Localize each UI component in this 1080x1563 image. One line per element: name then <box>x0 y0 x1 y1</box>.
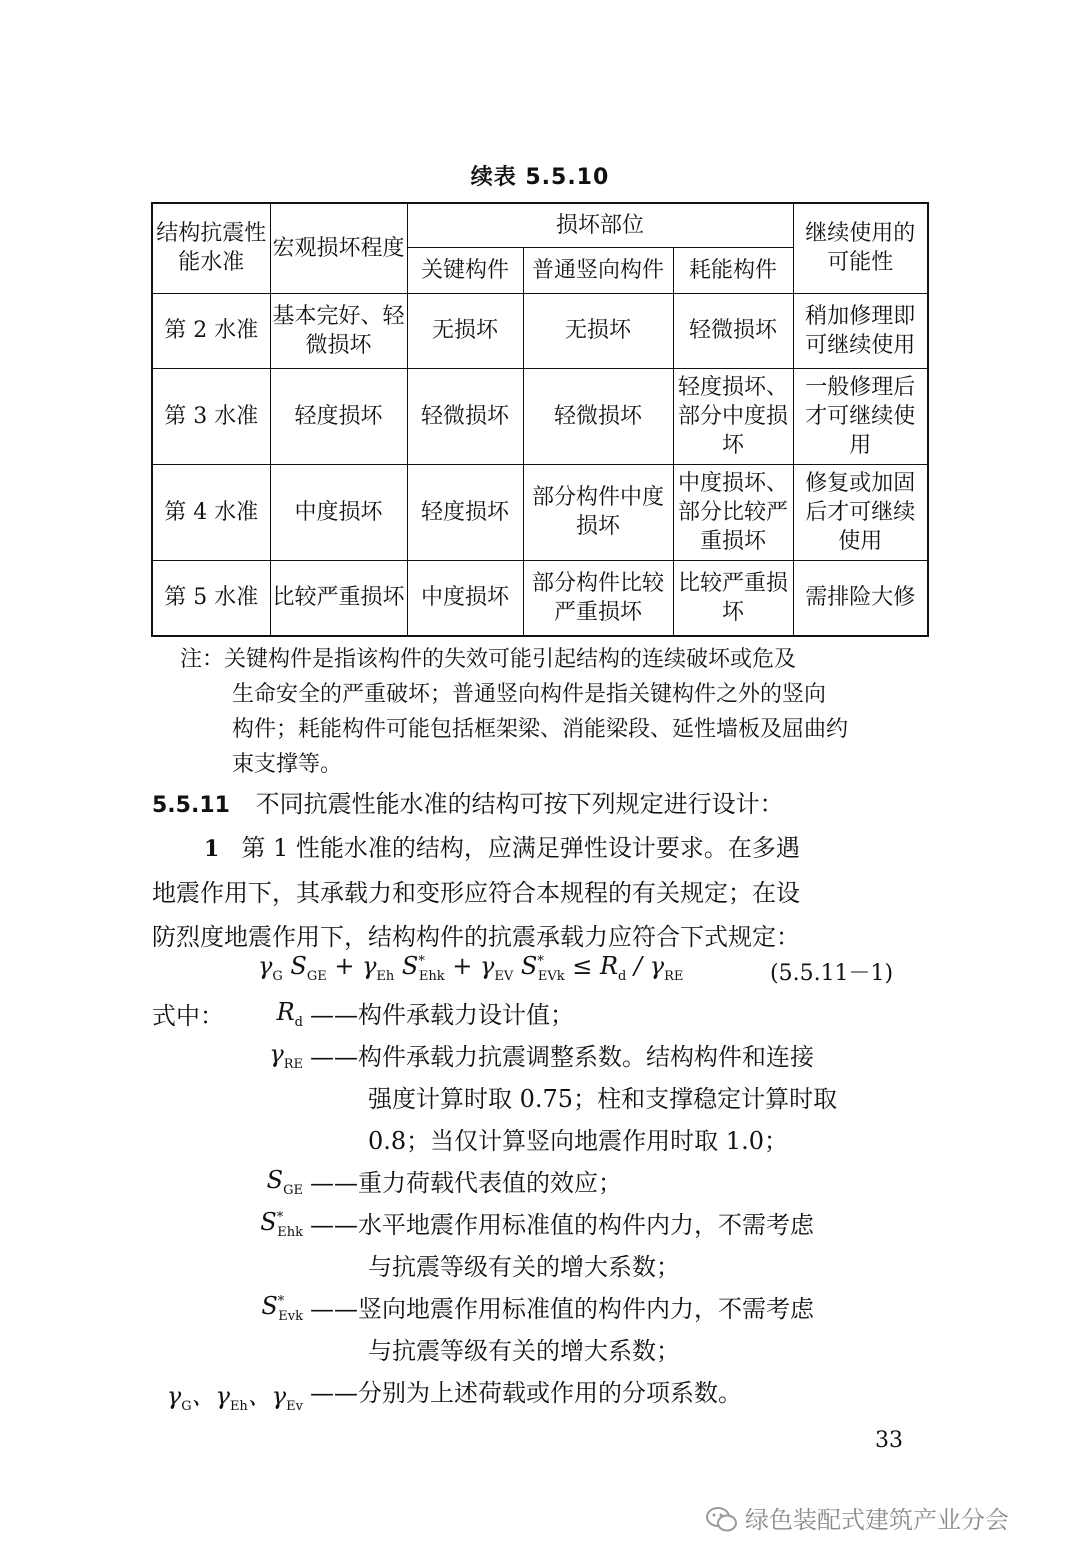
cell: 轻微损坏 <box>407 368 523 464</box>
cell: 第 3 水准 <box>152 368 270 464</box>
def-sehk <box>310 1204 930 1288</box>
item-number: 1 <box>204 836 220 862</box>
def-gamma-re <box>310 1036 930 1162</box>
def-gammas <box>310 1372 930 1414</box>
def-text: ——构件承载力抗震调整系数。结构构件和连接 <box>310 1043 814 1071</box>
cell: 部分构件比较严重损坏 <box>523 560 673 636</box>
header-energy-members: 耗能构件 <box>673 247 793 293</box>
cell: 一般修理后才可继续使用 <box>793 368 928 464</box>
cell: 轻微损坏 <box>523 368 673 464</box>
def-sevk <box>310 1288 930 1372</box>
item-line: 第 1 性能水准的结构，应满足弹性设计要求。在多遇 <box>241 834 800 862</box>
table-row <box>152 368 928 464</box>
table-row <box>152 560 928 636</box>
cell: 比较严重损坏 <box>270 560 407 636</box>
cell: 比较严重损坏 <box>673 560 793 636</box>
item-line: 地震作用下，其承载力和变形应符合本规程的有关规定；在设 <box>152 879 800 907</box>
cell: 第 5 水准 <box>152 560 270 636</box>
note-line: 关键构件是指该构件的失效可能引起结构的连续破坏或危及 <box>224 647 797 672</box>
cell: 修复或加固后才可继续使用 <box>793 464 928 560</box>
cell: 中度损坏、部分比较严重损坏 <box>673 464 793 560</box>
symbol-sge: $S_{GE}$ <box>266 1166 303 1198</box>
def-text: ——水平地震作用标准值的构件内力，不需考虑 <box>310 1211 814 1239</box>
cell: 轻度损坏、部分中度损坏 <box>673 368 793 464</box>
cell: 轻度损坏 <box>407 464 523 560</box>
header-key-members: 关键构件 <box>407 247 523 293</box>
cell: 中度损坏 <box>270 464 407 560</box>
symbol-sehk: $S^*_{Ehk}$ <box>260 1208 303 1240</box>
header-performance-level: 结构抗震性能水准 <box>152 203 270 293</box>
cell: 轻微损坏 <box>673 293 793 368</box>
cell: 部分构件中度损坏 <box>523 464 673 560</box>
cell: 需排险大修 <box>793 560 928 636</box>
cell: 无损坏 <box>407 293 523 368</box>
def-text: 与抗震等级有关的增大系数； <box>368 1337 680 1365</box>
def-text: ——竖向地震作用标准值的构件内力，不需考虑 <box>310 1295 814 1323</box>
note-line: 构件；耗能构件可能包括框架梁、消能梁段、延性墙板及屈曲约 <box>232 717 849 742</box>
symbol-sevk: $S^*_{Evk}$ <box>261 1292 303 1324</box>
wechat-icon <box>705 1506 739 1534</box>
note-line: 束支撑等。 <box>232 752 343 777</box>
where-label: 式中： <box>152 1002 224 1030</box>
note-line: 生命安全的严重破坏；普通竖向构件是指关键构件之外的竖向 <box>232 682 827 707</box>
watermark <box>705 1500 1009 1535</box>
cell: 中度损坏 <box>407 560 523 636</box>
table-title: 续表 5.5.10 <box>470 165 610 190</box>
cell: 稍加修理即可继续使用 <box>793 293 928 368</box>
clause-item <box>152 826 932 959</box>
page-number: 33 <box>875 1428 903 1453</box>
header-vertical-members: 普通竖向构件 <box>523 247 673 293</box>
cell: 第 2 水准 <box>152 293 270 368</box>
def-text: 强度计算时取 0.75；柱和支撑稳定计算时取 <box>368 1085 838 1113</box>
header-damage-degree: 宏观损坏程度 <box>270 203 407 293</box>
item-line: 防烈度地震作用下，结构构件的抗震承载力应符合下式规定： <box>152 923 800 951</box>
def-text: 与抗震等级有关的增大系数； <box>368 1253 680 1281</box>
cell: 无损坏 <box>523 293 673 368</box>
note-label: 注： <box>180 647 225 672</box>
header-continued-use: 继续使用的可能性 <box>793 203 928 293</box>
def-text: ——重力荷载代表值的效应； <box>310 1169 622 1197</box>
cell: 基本完好、轻微损坏 <box>270 293 407 368</box>
symbol-gamma-re: $\gamma_{RE}$ <box>269 1040 303 1072</box>
def-text: ——分别为上述荷载或作用的分项系数。 <box>310 1379 742 1407</box>
performance-table <box>151 202 929 637</box>
formula: $\gamma_G$ $S_{GE} + \gamma_{Eh}$ $S^*_{Ehk} + \gamma_{EV}$ $S^*_{EVk} \le R_d / \gamma_{RE}$ <box>258 952 684 984</box>
table-row <box>152 293 928 368</box>
symbol-gammas: $\gamma_G$、$\gamma_{Eh}$、$\gamma_{Ev}$ <box>166 1382 303 1414</box>
def-sge <box>310 1162 930 1204</box>
def-text: ——构件承载力设计值； <box>310 1001 574 1029</box>
cell: 第 4 水准 <box>152 464 270 560</box>
table-row <box>152 464 928 560</box>
clause-text: 不同抗震性能水准的结构可按下列规定进行设计： <box>255 790 784 818</box>
def-text: 0.8；当仅计算竖向地震作用时取 1.0； <box>368 1127 788 1155</box>
clause-number: 5.5.11 <box>152 793 230 818</box>
def-rd <box>310 994 930 1036</box>
cell: 轻度损坏 <box>270 368 407 464</box>
clause-heading <box>152 782 932 828</box>
watermark-text: 绿色装配式建筑产业分会 <box>745 1506 1009 1534</box>
formula-number: (5.5.11－1) <box>770 961 894 986</box>
table-note <box>180 642 940 782</box>
header-damage-location: 损坏部位 <box>407 203 793 247</box>
symbol-rd: $R_d$ <box>276 998 303 1030</box>
